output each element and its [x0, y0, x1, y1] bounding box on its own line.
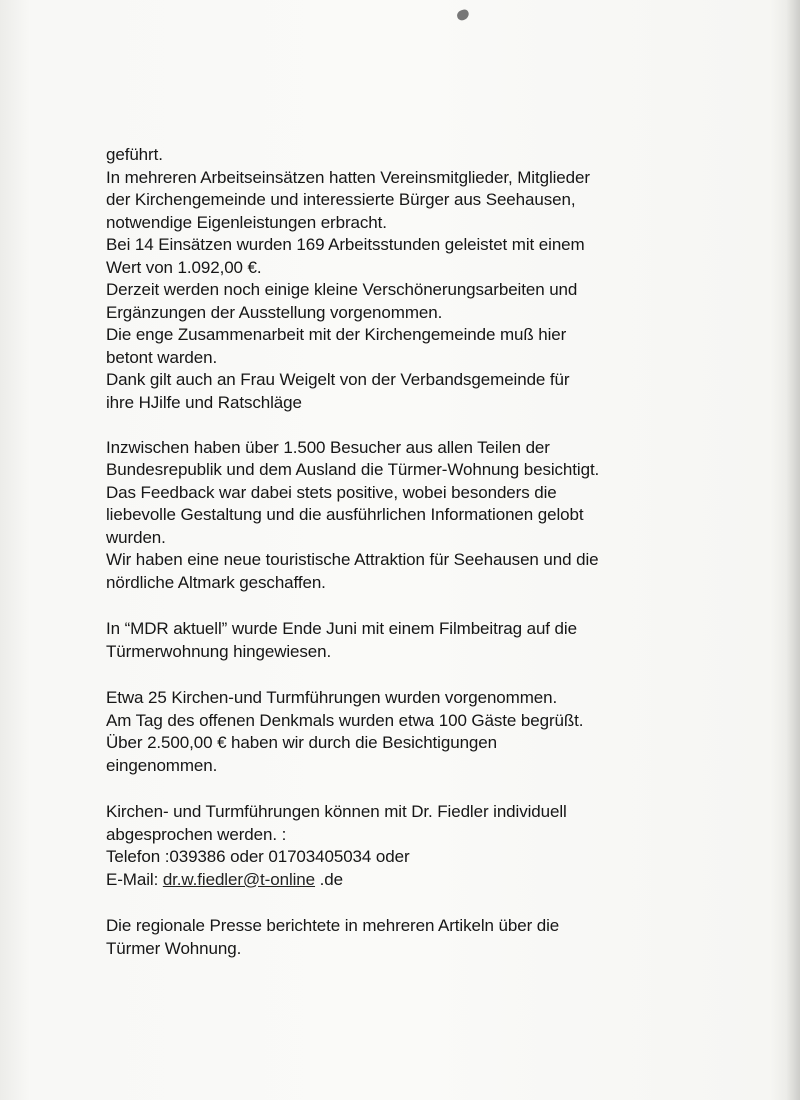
document-body — [106, 144, 706, 960]
text-line: Das Feedback war dabei stets positive, wobei besonders die — [106, 482, 557, 502]
text-line: liebevolle Gestaltung und die ausführlichen Informationen gelobt — [106, 505, 584, 524]
text-line: eingenommen. — [106, 755, 218, 775]
paragraph-contact — [106, 801, 706, 891]
text-line: Ergänzungen der Ausstellung vorgenommen. — [106, 302, 443, 322]
scan-edge-shadow — [786, 0, 800, 1100]
paragraph-mdr — [106, 618, 706, 663]
text-line: Etwa 25 Kirchen-und Turmführungen wurden vorgenommen. — [106, 688, 558, 707]
text-line: geführt. — [106, 145, 163, 164]
text-line: Türmerwohnung hingewiesen. — [106, 641, 332, 661]
email-link[interactable]: dr.w.fiedler@t-online — [162, 869, 316, 889]
text-line: Derzeit werden noch einige kleine Verschönerungsarbeiten und — [106, 280, 578, 299]
text-line: nördliche Altmark geschaffen. — [106, 572, 326, 592]
paragraph-tours — [106, 687, 706, 777]
email-label: E-Mail: — [106, 869, 159, 889]
text-line: In “MDR aktuell” wurde Ende Juni mit einem Filmbeitrag auf die — [106, 619, 577, 638]
text-line: ihre HJilfe und Ratschläge — [106, 392, 302, 412]
paragraph-work-report — [106, 144, 706, 414]
text-line: wurden. — [106, 527, 166, 547]
text-line: abgesprochen werden. : — [106, 824, 287, 844]
text-line: Wert von 1.092,00 €. — [106, 257, 262, 277]
text-line: Dank gilt auch an Frau Weigelt von der Verbandsgemeinde für — [106, 370, 570, 389]
text-line: der Kirchengemeinde und interessierte Bürger aus Seehausen, — [106, 190, 576, 209]
text-line: Die regionale Presse berichtete in mehreren Artikeln über die — [106, 916, 560, 935]
text-line: In mehreren Arbeitseinsätzen hatten Vereinsmitglieder, Mitglieder — [106, 167, 590, 187]
text-line: notwendige Eigenleistungen erbracht. — [106, 212, 387, 232]
text-line: Kirchen- und Turmführungen können mit Dr. Fiedler individuell — [106, 802, 567, 821]
text-line: Über 2.500,00 € haben wir durch die Besichtigungen — [106, 733, 497, 752]
email-suffix: .de — [315, 869, 343, 889]
email-line — [106, 869, 706, 892]
scan-speck — [456, 8, 471, 22]
text-line: Am Tag des offenen Denkmals wurden etwa 100 Gäste begrüßt. — [106, 710, 584, 730]
text-line: Wir haben eine neue touristische Attraktion für Seehausen und die — [106, 550, 599, 569]
phone-line: Telefon :039386 oder 01703405034 oder — [106, 847, 410, 866]
text-line: Bundesrepublik und dem Ausland die Türmer-Wohnung besichtigt. — [106, 460, 600, 479]
text-line: Türmer Wohnung. — [106, 938, 242, 958]
paragraph-press — [106, 915, 706, 960]
text-line: Die enge Zusammenarbeit mit der Kirchengemeinde muß hier — [106, 325, 567, 344]
text-line: Inzwischen haben über 1.500 Besucher aus allen Teilen der — [106, 437, 550, 457]
text-line: Bei 14 Einsätzen wurden 169 Arbeitsstunden geleistet mit einem — [106, 235, 585, 254]
text-line: betont warden. — [106, 347, 218, 367]
paragraph-visitors — [106, 437, 706, 595]
